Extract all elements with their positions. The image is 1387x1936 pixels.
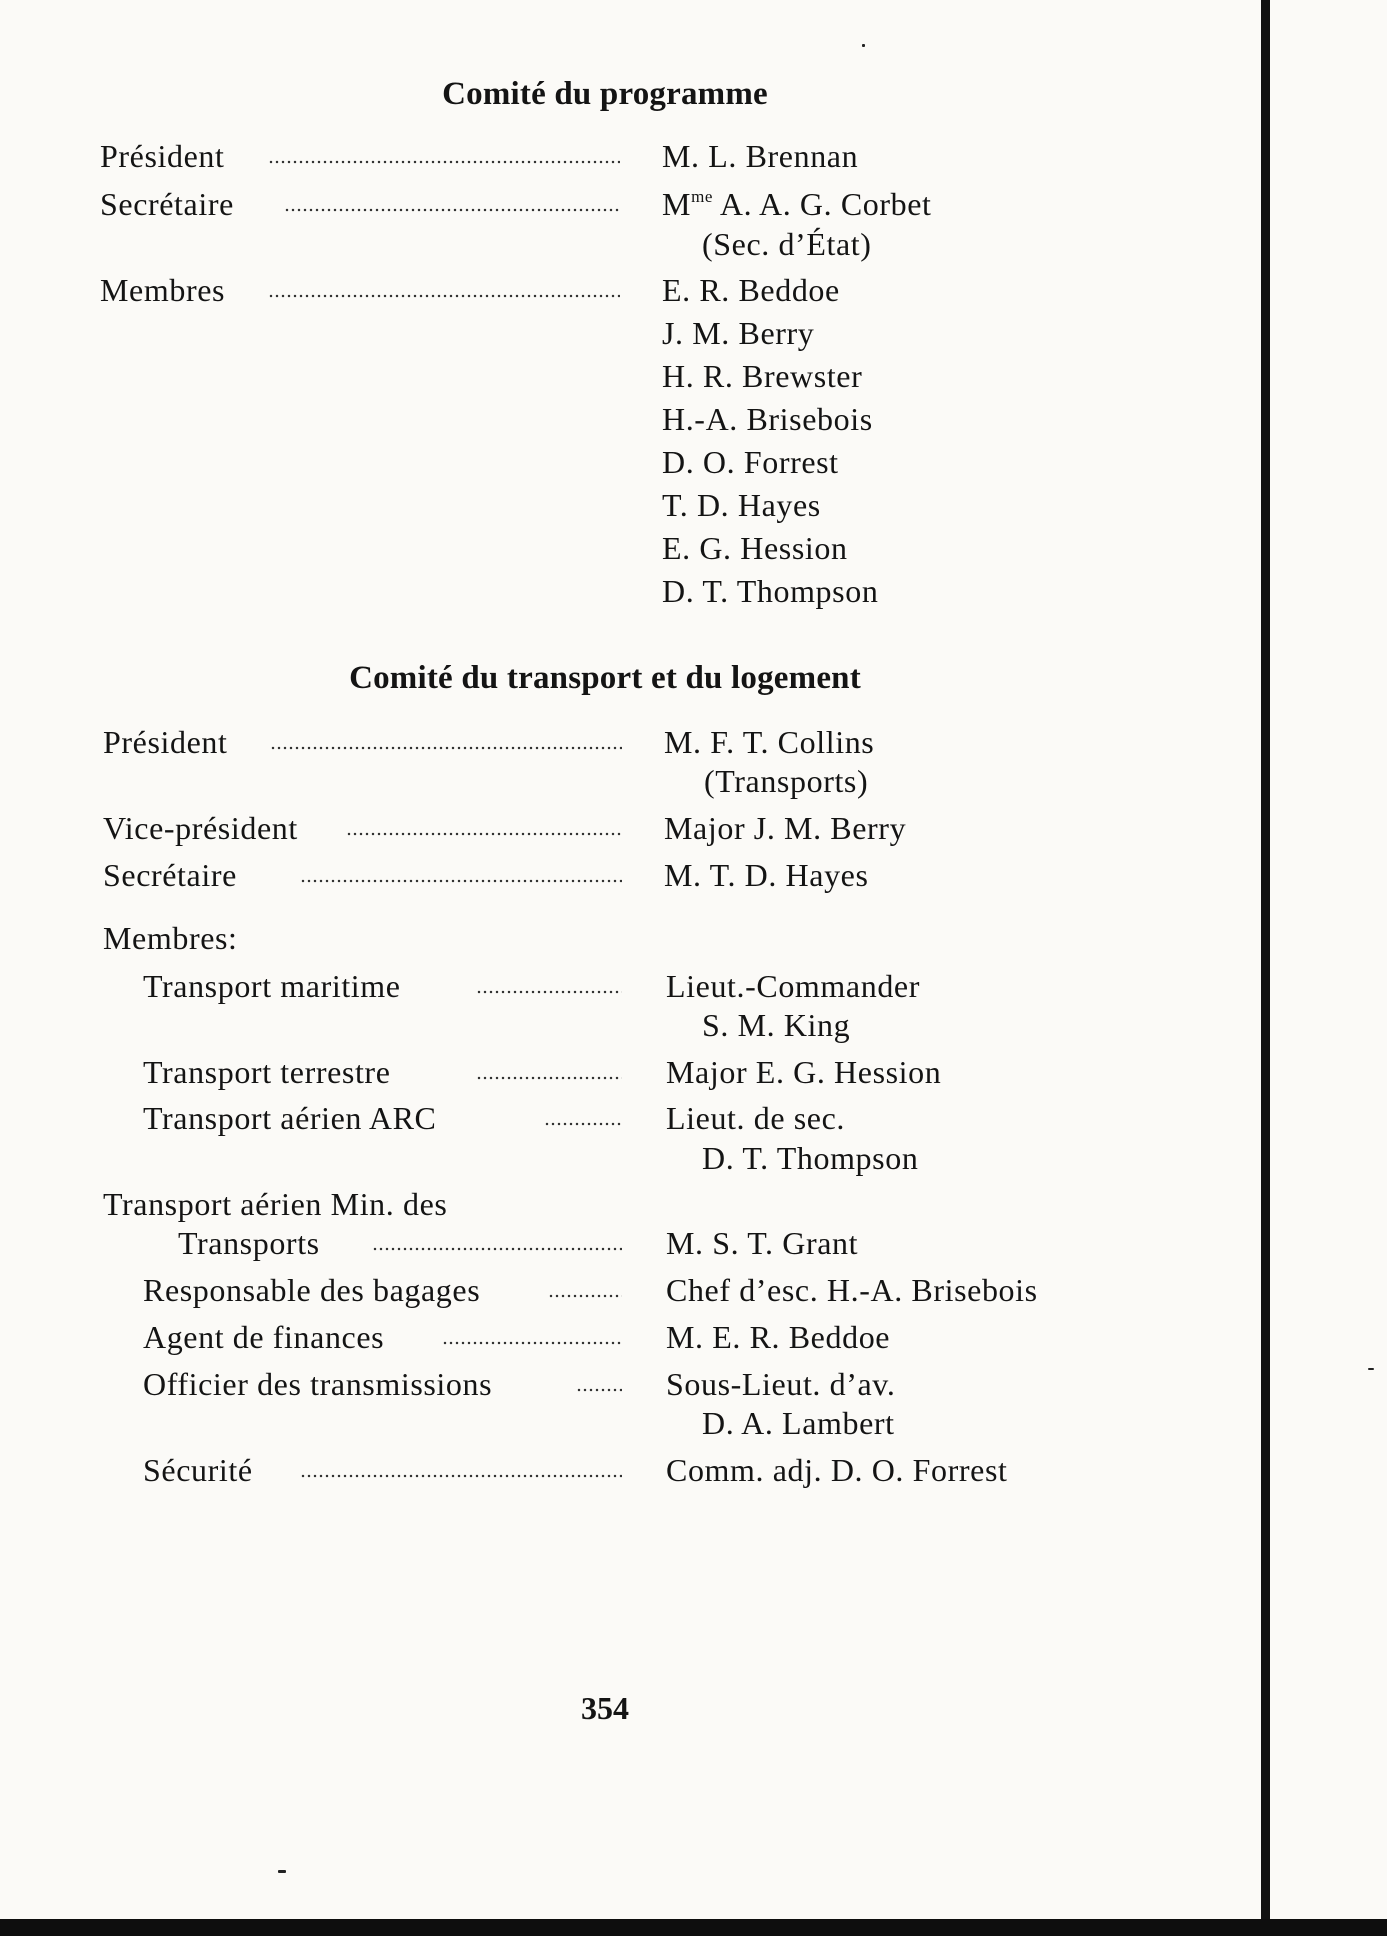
label-president: Président <box>103 724 228 760</box>
label-vice-president: Vice-président <box>103 810 298 846</box>
dot-leader <box>548 1294 622 1298</box>
value-agent-finances: M. E. R. Beddoe <box>666 1319 891 1355</box>
label-secretaire: Secrétaire <box>100 186 234 222</box>
member-name: D. O. Forrest <box>662 444 839 480</box>
dot-leader <box>300 1474 622 1478</box>
value-transport-maritime-name: S. M. King <box>702 1007 851 1043</box>
value-transport-terrestre: Major E. G. Hession <box>666 1054 942 1090</box>
value-president: M. F. T. Collins <box>664 724 875 760</box>
member-name: E. G. Hession <box>662 530 848 566</box>
label-agent-finances: Agent de finances <box>143 1319 385 1355</box>
value-officier-transmissions-name: D. A. Lambert <box>702 1405 895 1441</box>
member-name: T. D. Hayes <box>662 487 821 523</box>
scan-speck <box>862 44 865 47</box>
scan-speck <box>278 1870 286 1873</box>
label-officier-transmissions: Officier des transmissions <box>143 1366 493 1402</box>
scan-speck <box>1368 1368 1374 1370</box>
secretaire-name: A. A. G. Corbet <box>719 186 932 222</box>
dot-leader <box>300 879 622 883</box>
value-vice-president: Major J. M. Berry <box>664 810 907 846</box>
dot-leader <box>544 1122 622 1126</box>
value-securite: Comm. adj. D. O. Forrest <box>666 1452 1008 1488</box>
value-secretaire <box>662 186 932 223</box>
value-transport-aerien-arc-name: D. T. Thompson <box>702 1140 919 1176</box>
page-number: 354 <box>581 1690 629 1726</box>
label-secretaire: Secrétaire <box>103 857 237 893</box>
dot-leader <box>268 160 620 164</box>
value-transport-aerien-arc: Lieut. de sec. <box>666 1100 845 1136</box>
label-membres: Membres: <box>103 920 238 956</box>
label-transport-terrestre: Transport terrestre <box>143 1054 391 1090</box>
label-president: Président <box>100 138 225 174</box>
value-transport-maritime: Lieut.-Commander <box>666 968 920 1004</box>
dot-leader <box>476 1076 622 1080</box>
value-transport-aerien-min: M. S. T. Grant <box>666 1225 859 1261</box>
value-secretaire: M. T. D. Hayes <box>664 857 869 893</box>
value-responsable-bagages: Chef d’esc. H.-A. Brisebois <box>666 1272 1038 1308</box>
section-heading-transport: Comité du transport et du logement <box>349 660 861 696</box>
dot-leader <box>476 990 622 994</box>
dot-leader <box>268 294 620 298</box>
label-transport-maritime: Transport maritime <box>143 968 401 1004</box>
section-heading-programme: Comité du programme <box>442 76 768 112</box>
label-securite: Sécurité <box>143 1452 253 1488</box>
dot-leader <box>442 1341 622 1345</box>
label-transport-aerien-arc: Transport aérien ARC <box>143 1100 437 1136</box>
title-superscript: me <box>691 187 714 206</box>
value-officier-transmissions: Sous-Lieut. d’av. <box>666 1366 896 1402</box>
value-president-dept: (Transports) <box>704 763 869 799</box>
member-name: E. R. Beddoe <box>662 272 840 308</box>
label-responsable-bagages: Responsable des bagages <box>143 1272 481 1308</box>
member-name: D. T. Thompson <box>662 573 879 609</box>
label-transport-aerien-min-line2: Transports <box>178 1225 320 1261</box>
scan-edge-bottom <box>0 1919 1387 1936</box>
label-membres: Membres <box>100 272 226 308</box>
dot-leader <box>576 1388 622 1392</box>
label-transport-aerien-min: Transport aérien Min. des <box>103 1186 448 1222</box>
value-president: M. L. Brennan <box>662 138 859 174</box>
member-name: H. R. Brewster <box>662 358 863 394</box>
dot-leader <box>270 746 622 750</box>
dot-leader <box>284 208 620 212</box>
title-prefix: M <box>662 186 692 222</box>
dot-leader <box>346 832 622 836</box>
member-name: J. M. Berry <box>662 315 815 351</box>
scan-edge-right <box>1261 0 1270 1936</box>
member-name: H.-A. Brisebois <box>662 401 873 437</box>
value-secretaire-dept: (Sec. d’État) <box>702 226 872 262</box>
dot-leader <box>372 1247 622 1251</box>
